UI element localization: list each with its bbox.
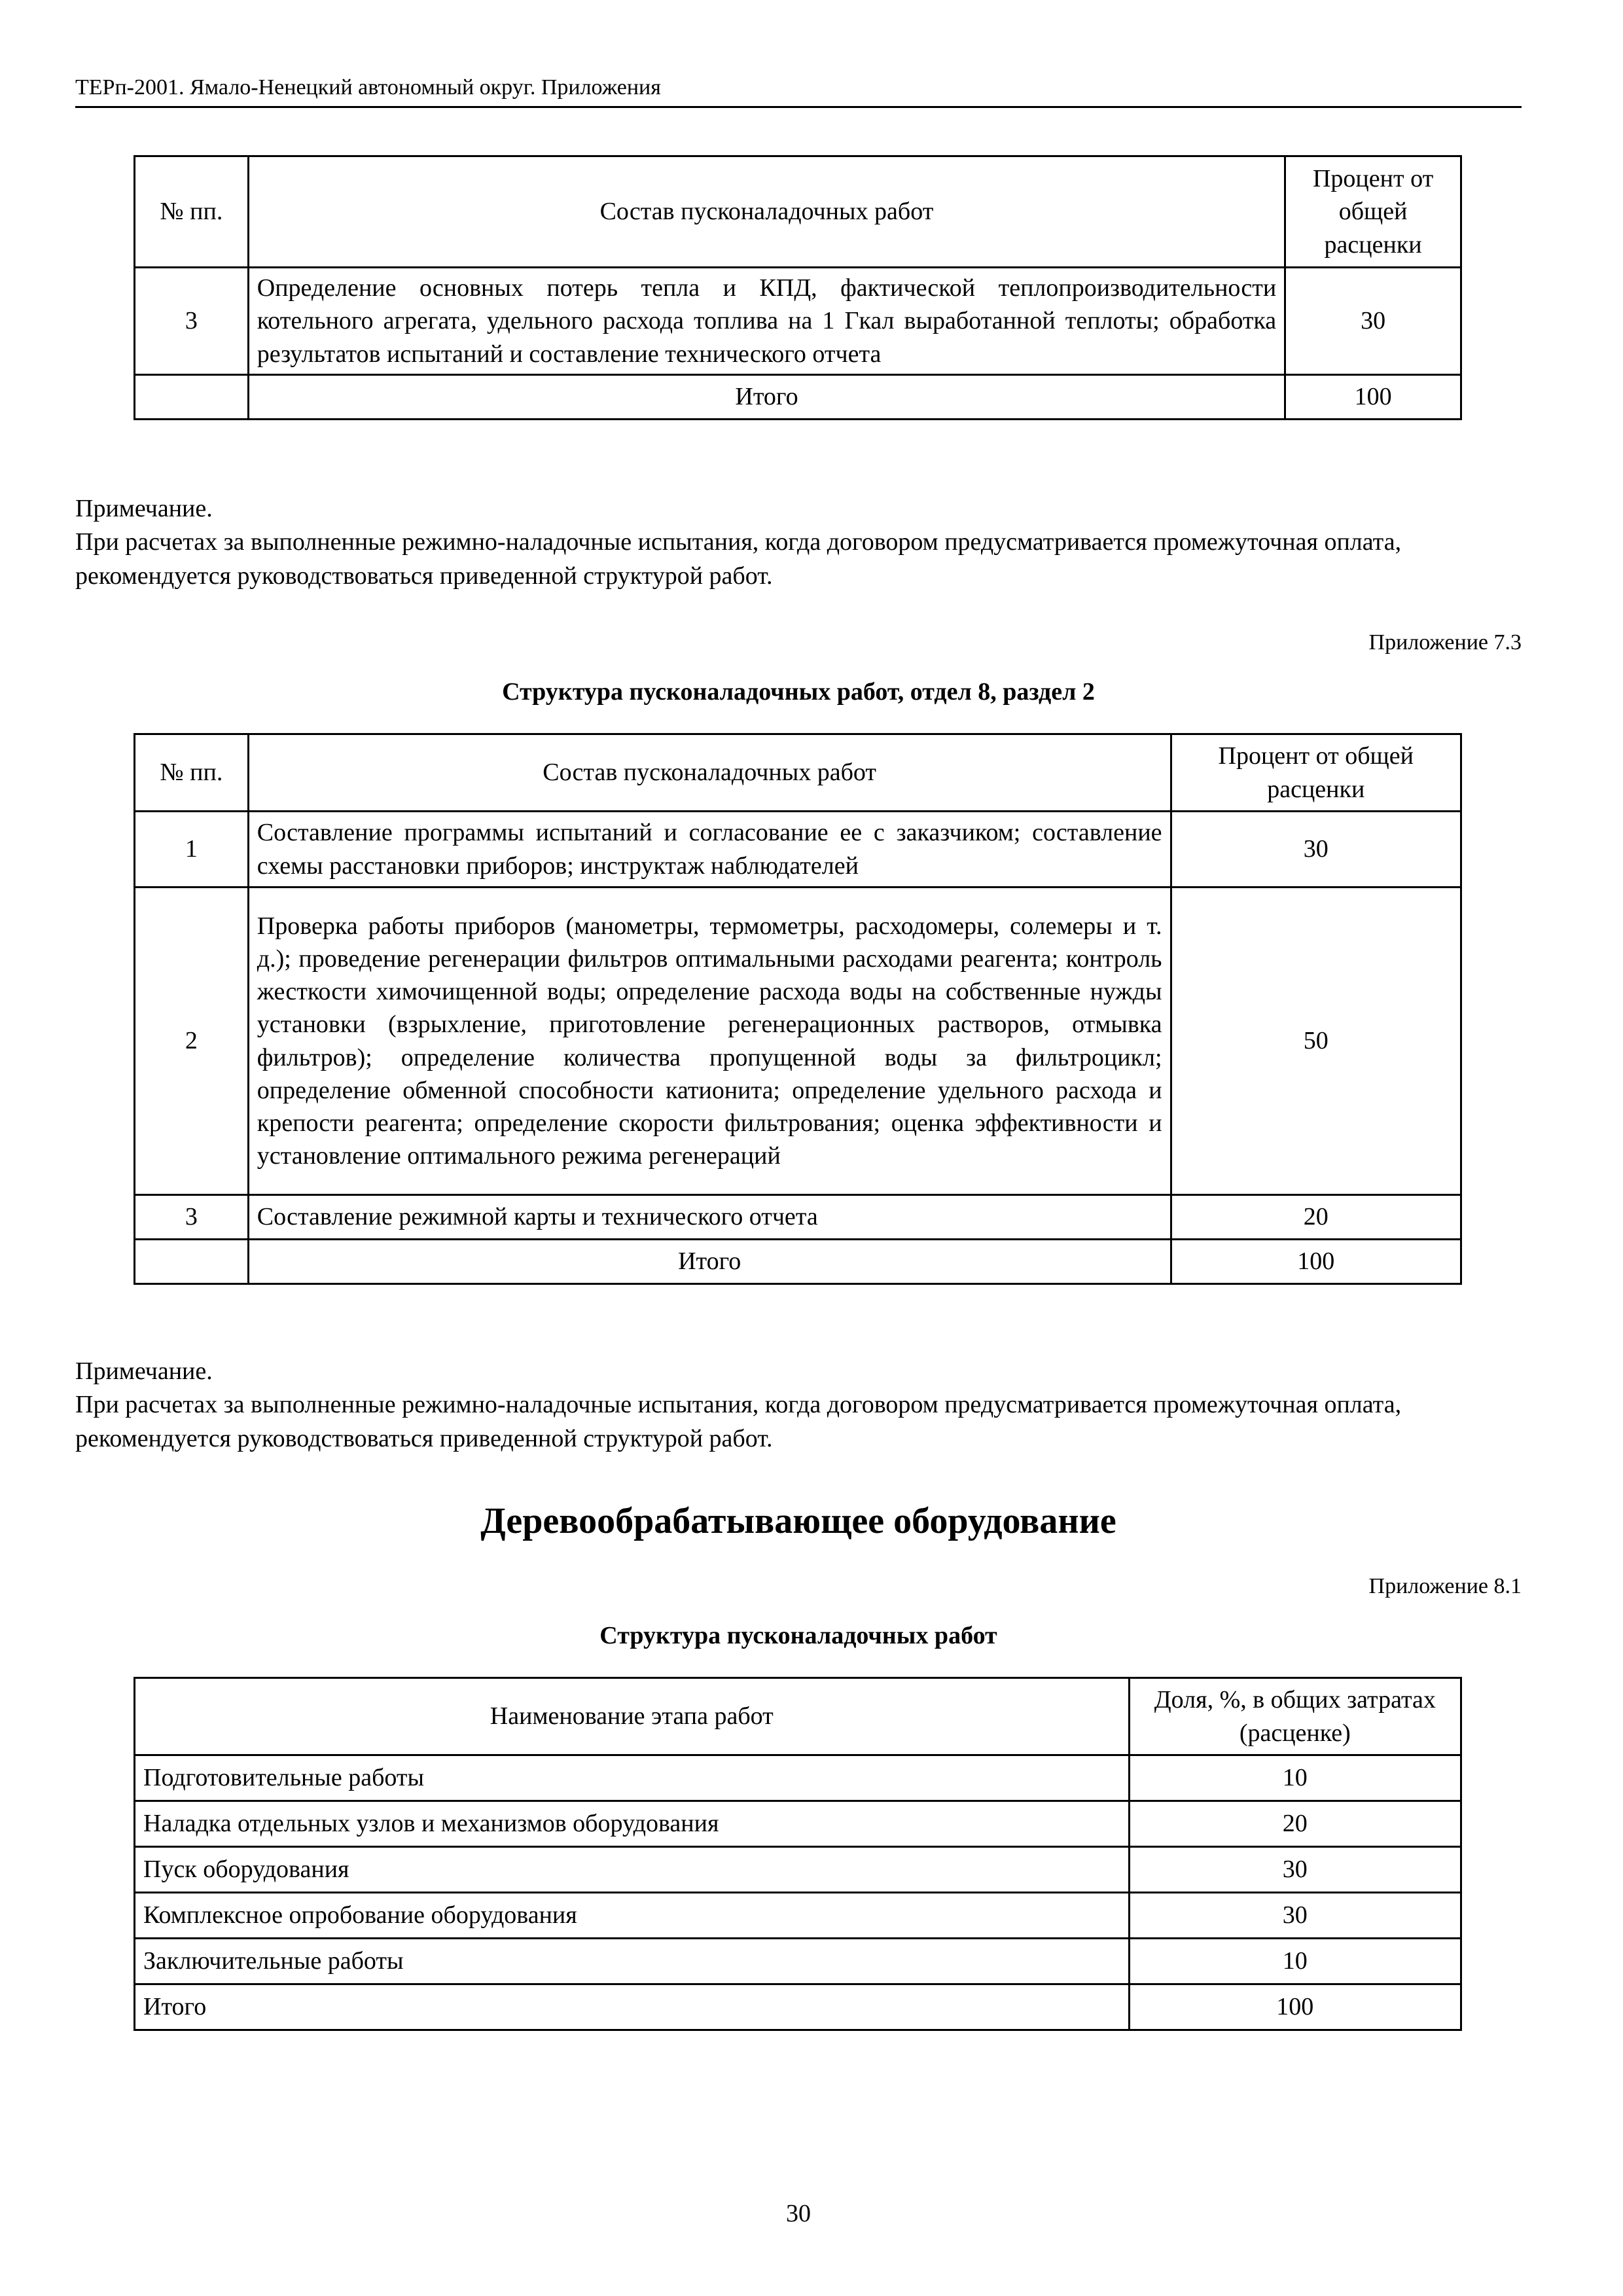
total-label: Итого: [248, 375, 1285, 420]
row-text: Проверка работы приборов (манометры, термометры, расходомеры, солемеры и т. д.); проведение регенерации фильтров оптимальными расходами реагента; контроль жесткости химочищенной воды; определение расхода воды на собственные нужды установки (взрыхление, приготовление регенерационных растворов, отмывка фильтров); определение количества пропущенной воды за фильтроцикл; определение обменной способности катионита; определение удельного расхода и крепости реагента; определение скорости фильтрования; оценка эффективности и установление оптимального режима регенераций: [248, 888, 1171, 1195]
table-header-row: [135, 1678, 1461, 1755]
table-appendix-8-1: [134, 1677, 1462, 2031]
column-header-stage: Наименование этапа работ: [135, 1678, 1130, 1755]
row-text: Составление программы испытаний и согласование ее с заказчиком; составление схемы расстановки приборов; инструктаж наблюдателей: [248, 812, 1171, 888]
total-label: Итого: [248, 1240, 1171, 1284]
column-header-percent: Процент от общей расценки: [1171, 734, 1461, 812]
note-block: [75, 492, 1525, 593]
table-total-row: [135, 375, 1461, 420]
row-text: Составление режимной карты и технического отчета: [248, 1195, 1171, 1240]
row-percent: 50: [1171, 888, 1461, 1195]
row-num: 2: [135, 888, 249, 1195]
appendix-label: Приложение 7.3: [1368, 630, 1522, 655]
table-caption: Структура пусконаладочных работ, отдел 8, раздел 2: [502, 678, 1095, 706]
row-text: Определение основных потерь тепла и КПД, фактической теплопроизводительности котельного агрегата, удельного расхода топлива на 1 Гкал выработанной теплоты; обработка результатов испытаний и составление технического отчета: [248, 268, 1285, 375]
table-row: [135, 1847, 1461, 1893]
table-header-row: [135, 734, 1461, 812]
table-row: [135, 1755, 1461, 1801]
row-num: 1: [135, 812, 249, 888]
table-total-row: [135, 1984, 1461, 2030]
row-stage: Заключительные работы: [135, 1939, 1130, 1984]
table-row: [135, 1801, 1461, 1847]
note-title: Примечание.: [75, 495, 213, 522]
column-header-percent: Процент от общей расценки: [1285, 156, 1461, 268]
table-row: [135, 268, 1461, 375]
total-label: Итого: [135, 1984, 1130, 2030]
row-stage: Комплексное опробование оборудования: [135, 1893, 1130, 1939]
note-text: При расчетах за выполненные режимно-наладочные испытания, когда договором предусматривается промежуточная оплата, рекомендуется руководствоваться приведенной структурой работ.: [75, 1391, 1402, 1452]
row-share: 10: [1129, 1755, 1461, 1801]
row-num: 3: [135, 268, 249, 375]
column-header-num: № пп.: [135, 156, 249, 268]
table-header-row: [135, 156, 1461, 268]
section-heading: Деревообрабатывающее оборудование: [480, 1501, 1116, 1541]
table-row: [135, 888, 1461, 1195]
row-share: 30: [1129, 1893, 1461, 1939]
row-stage: Пуск оборудования: [135, 1847, 1130, 1893]
total-share: 100: [1129, 1984, 1461, 2030]
row-share: 30: [1129, 1847, 1461, 1893]
row-percent: 30: [1285, 268, 1461, 375]
row-stage: Подготовительные работы: [135, 1755, 1130, 1801]
column-header-composition: Состав пусконаладочных работ: [248, 156, 1285, 268]
table-row: [135, 812, 1461, 888]
column-header-num: № пп.: [135, 734, 249, 812]
column-header-share: Доля, %, в общих затратах (расценке): [1129, 1678, 1461, 1755]
table-total-row: [135, 1240, 1461, 1284]
page-number: 30: [786, 2200, 811, 2227]
total-num-empty: [135, 1240, 249, 1284]
note-text: При расчетах за выполненные режимно-наладочные испытания, когда договором предусматривается промежуточная оплата, рекомендуется руководствоваться приведенной структурой работ.: [75, 528, 1402, 590]
table-row: [135, 1893, 1461, 1939]
column-header-composition: Состав пусконаладочных работ: [248, 734, 1171, 812]
row-num: 3: [135, 1195, 249, 1240]
total-num-empty: [135, 375, 249, 420]
table-row: [135, 1195, 1461, 1240]
appendix-label: Приложение 8.1: [1368, 1574, 1522, 1598]
running-header: ТЕРп-2001. Ямало-Ненецкий автономный округ. Приложения: [75, 73, 1522, 108]
row-percent: 30: [1171, 812, 1461, 888]
table-continuation: [134, 155, 1462, 420]
row-percent: 20: [1171, 1195, 1461, 1240]
row-share: 20: [1129, 1801, 1461, 1847]
note-title: Примечание.: [75, 1357, 213, 1385]
table-appendix-7-3: [134, 733, 1462, 1285]
total-percent: 100: [1171, 1240, 1461, 1284]
row-stage: Наладка отдельных узлов и механизмов оборудования: [135, 1801, 1130, 1847]
note-block: [75, 1355, 1525, 1456]
row-share: 10: [1129, 1939, 1461, 1984]
table-row: [135, 1939, 1461, 1984]
total-percent: 100: [1285, 375, 1461, 420]
table-caption: Структура пусконаладочных работ: [599, 1622, 997, 1649]
